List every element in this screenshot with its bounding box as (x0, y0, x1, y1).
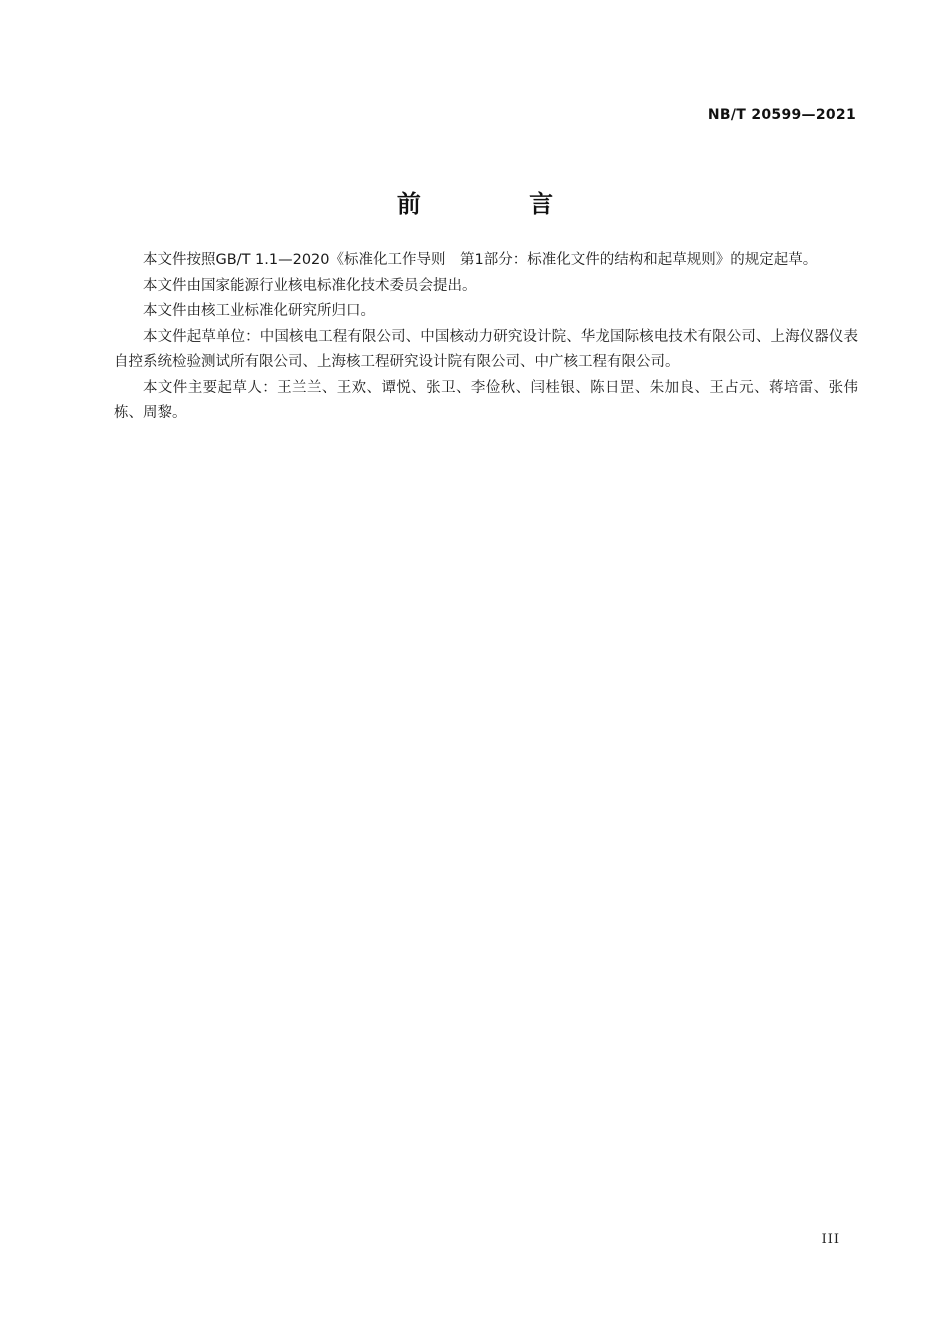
paragraph-drafting-rules: 本文件按照GB/T 1.1—2020《标准化工作导则 第1部分：标准化文件的结构和起草规则》的规定起草。 (143, 252, 818, 268)
document-code: NB/T 20599—2021 (707, 107, 856, 123)
paragraph-main-drafters: 本文件主要起草人：王兰兰、王欢、谭悦、张卫、李俭秋、闫桂银、陈日罡、朱加良、王占元、蒋培雷、张伟栋、周黎。 (114, 379, 858, 421)
paragraph-proposed-by: 本文件由国家能源行业核电标准化技术委员会提出。 (143, 277, 477, 294)
paragraph-administered-by: 本文件由核工业标准化研究所归口。 (143, 303, 375, 319)
foreword-body (114, 248, 858, 427)
page-title: 前 言 (396, 190, 604, 218)
page-number: III (821, 1232, 840, 1247)
paragraph-drafting-organizations: 本文件起草单位：中国核电工程有限公司、中国核动力研究设计院、华龙国际核电技术有限公司、上海仪器仪表自控系统检验测试所有限公司、上海核工程研究设计院有限公司、中广核工程有限公司。 (114, 328, 858, 370)
